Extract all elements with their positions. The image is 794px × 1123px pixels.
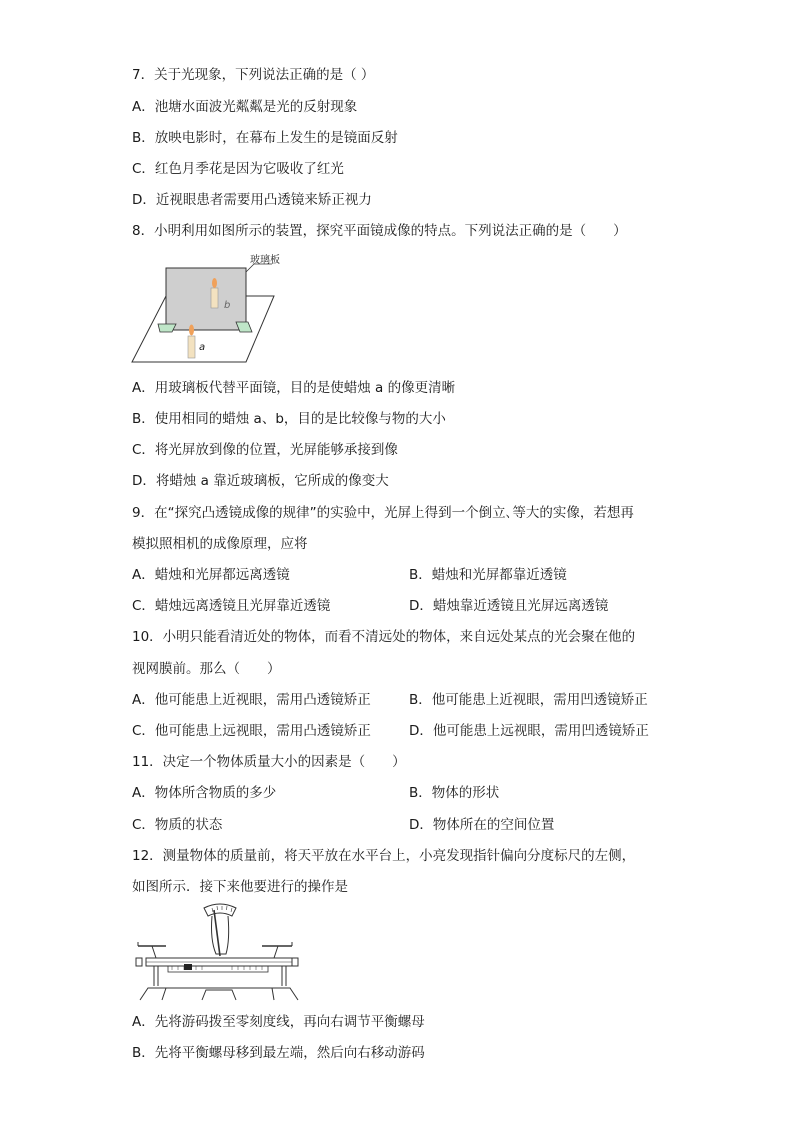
q8-option-d: D．将蜡烛 a 靠近玻璃板，它所成的像变大 — [132, 473, 389, 489]
q7-option-b: B．放映电影时，在幕布上发生的是镜面反射 — [132, 130, 398, 146]
q11-stem: 11．决定一个物体质量大小的因素是（ ） — [132, 754, 406, 770]
q11-option-d: D．物体所在的空间位置 — [409, 817, 555, 833]
candle-a-label: a — [199, 342, 206, 353]
q7-option-a: A．池塘水面波光粼粼是光的反射现象 — [132, 99, 358, 115]
q10-option-a: A．他可能患上近视眼，需用凸透镜矫正 — [132, 692, 371, 708]
q11-option-c: C．物质的状态 — [132, 817, 223, 833]
q8-option-a: A．用玻璃板代替平面镜，目的是使蜡烛 a 的像更清晰 — [132, 380, 456, 396]
left-support — [158, 324, 176, 332]
q11-option-a: A．物体所含物质的多少 — [132, 785, 277, 801]
q9-option-b: B．蜡烛和光屏都靠近透镜 — [409, 567, 567, 583]
q10-option-c: C．他可能患上远视眼，需用凸透镜矫正 — [132, 723, 371, 739]
q8-option-c: C．将光屏放到像的位置，光屏能够承接到像 — [132, 442, 398, 458]
q9-stem-line1: 9．在“探究凸透镜成像的规律”的实验中，光屏上得到一个倒立､等大的实像，若想再 — [132, 505, 634, 521]
q7-stem: 7．关于光现象，下列说法正确的是（ ） — [132, 67, 375, 83]
candle-a — [188, 336, 195, 358]
balance-pointer — [214, 910, 220, 956]
scale-ruler — [168, 966, 268, 972]
q8-mirror-figure — [128, 250, 288, 368]
q11-option-b: B．物体的形状 — [409, 785, 500, 801]
glass-label: 玻璃板 — [250, 255, 280, 266]
q8-option-b: B．使用相同的蜡烛 a、b，目的是比较像与物的大小 — [132, 411, 446, 427]
q8-stem: 8．小明利用如图所示的装置，探究平面镜成像的特点。下列说法正确的是（ ） — [132, 223, 627, 239]
q9-stem-line2: 模拟照相机的成像原理，应将 — [132, 536, 308, 552]
q12-stem-line2: 如图所示．接下来他要进行的操作是 — [132, 879, 348, 895]
q9-option-d: D．蜡烛靠近透镜且光屏远离透镜 — [409, 598, 609, 614]
base-middle-foot — [202, 990, 236, 1000]
base-left-foot — [140, 988, 166, 1000]
q7-option-d: D．近视眼患者需要用凸透镜来矫正视力 — [132, 192, 372, 208]
base-right-foot — [272, 988, 298, 1000]
q9-option-c: C．蜡烛远离透镜且光屏靠近透镜 — [132, 598, 331, 614]
balance-pillar — [212, 916, 229, 954]
candle-a-flame — [189, 325, 194, 336]
candle-b — [211, 288, 218, 308]
q12-option-b: B．先将平衡螺母移到最左端，然后向右移动游码 — [132, 1045, 425, 1061]
right-balance-nut — [292, 958, 298, 966]
rider — [184, 964, 192, 970]
glass-plate — [166, 268, 246, 330]
q9-option-a: A．蜡烛和光屏都远离透镜 — [132, 567, 290, 583]
candle-b-flame — [212, 278, 217, 288]
left-balance-nut — [136, 958, 142, 966]
candle-b-label: b — [224, 300, 231, 311]
q10-option-b: B．他可能患上近视眼，需用凹透镜矫正 — [409, 692, 648, 708]
q10-stem-line2: 视网膜前。那么（ ） — [132, 661, 281, 677]
q12-option-a: A．先将游码拨至零刻度线，再向右调节平衡螺母 — [132, 1014, 425, 1030]
q12-stem-line1: 12．测量物体的质量前，将天平放在水平台上，小亮发现指针偏向分度标尺的左侧， — [132, 848, 636, 864]
q12-balance-figure — [132, 900, 312, 1006]
q10-stem-line1: 10．小明只能看清近处的物体，而看不清远处的物体，来自远处某点的光会聚在他的 — [132, 629, 636, 645]
q7-option-c: C．红色月季花是因为它吸收了红光 — [132, 161, 344, 177]
q10-option-d: D．他可能患上远视眼，需用凹透镜矫正 — [409, 723, 649, 739]
